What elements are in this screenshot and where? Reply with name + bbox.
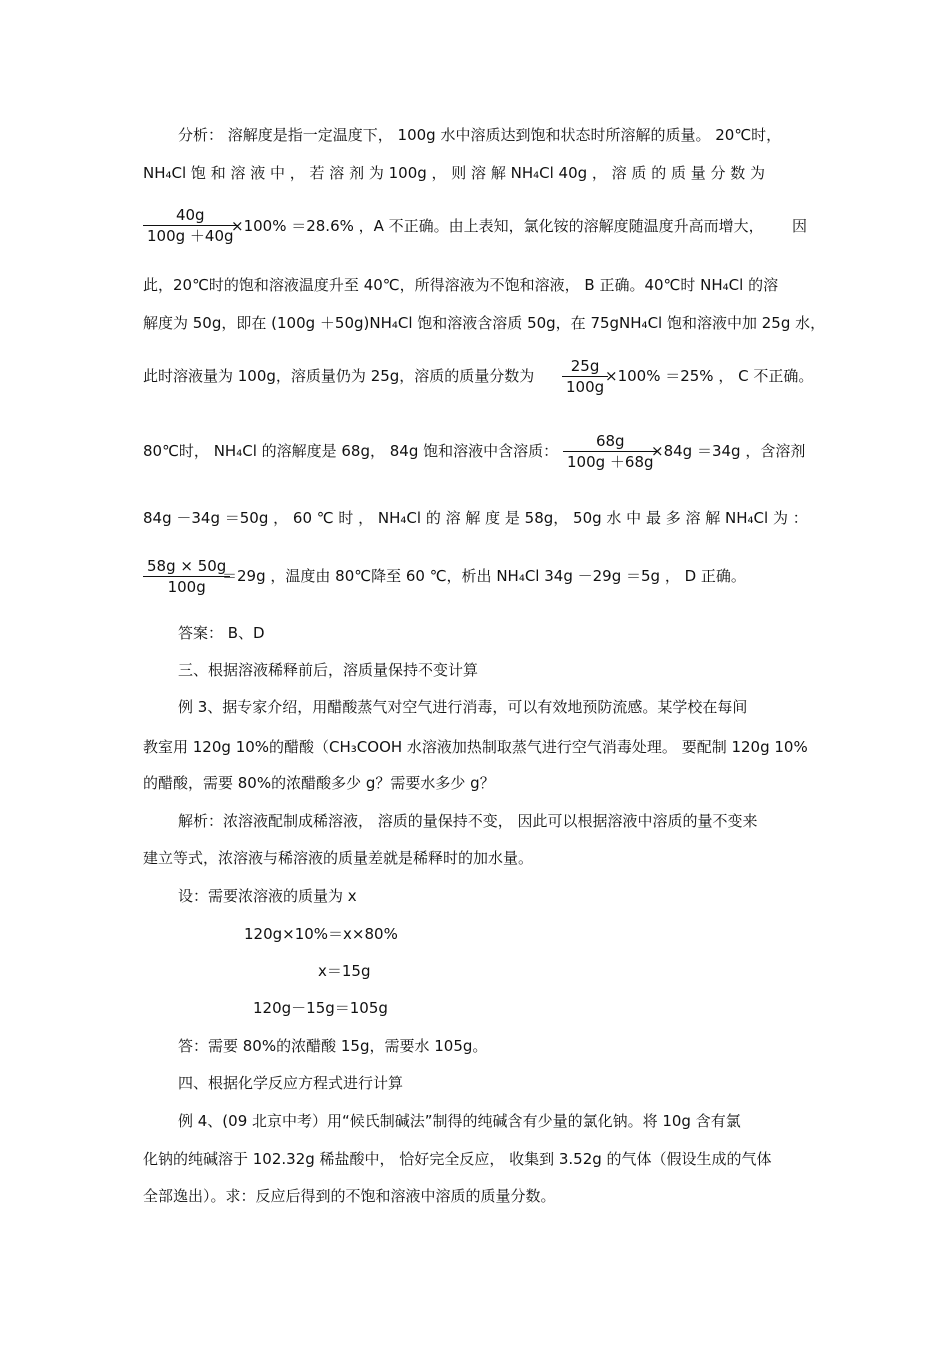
setup-line: 设：需要浓溶液的质量为 x	[178, 887, 357, 905]
analysis-line-8: 84g －34g ＝50g ， 60 ℃ 时 ， NH₄Cl 的 溶 解 度 是 58g， 50g 水 中 最 多 溶 解 NH₄Cl 为 ：	[143, 509, 808, 527]
answer-3-line: 答：需要 80%的浓醋酸 15g，需要水 105g。	[178, 1037, 488, 1055]
analysis-line-6: 此时溶液量为 100g，溶质量仍为 25g，溶质的质量分数为	[143, 367, 535, 385]
analysis-line-3-end: 因	[792, 217, 808, 235]
example-3-line-2: 教室用 120g 10%的醋酸（CH₃COOH 水溶液加热制取蒸气进行空气消毒处理。 要配制 120g 10%	[143, 738, 808, 756]
analysis-3-line-1: 解析：浓溶液配制成稀溶液， 溶质的量保持不变， 因此可以根据溶液中溶质的量不变来	[178, 812, 758, 830]
example-3-line-1: 例 3、据专家介绍，用醋酸蒸气对空气进行消毒，可以有效地预防流感。某学校在每间	[178, 698, 748, 716]
analysis-line-9: ＝29g ，温度由 80℃降至 60 ℃，析出 NH₄Cl 34g －29g ＝5g ， D 正确。	[222, 567, 746, 585]
section-3-heading: 三、根据溶液稀释前后，溶质量保持不变计算	[178, 661, 479, 679]
fraction-25-over-100: $\frac{25g}{100g}$	[562, 356, 608, 397]
analysis-line-7-tail: ×84g ＝34g ，含溶剂	[651, 442, 806, 460]
fraction-58x50-over-100: $\frac{58g \times 50g}{100g}$	[143, 556, 230, 597]
example-4-line-2: 化钠的纯碱溶于 102.32g 稀盐酸中， 恰好完全反应， 收集到 3.52g 的气体（假设生成的气体	[143, 1150, 772, 1168]
equation-3: 120g－15g＝105g	[253, 999, 388, 1017]
analysis-line-6-tail: ×100% ＝25% ， C 不正确。	[605, 367, 814, 385]
analysis-line-1: 分析： 溶解度是指一定温度下， 100g 水中溶质达到饱和状态时所溶解的质量。 20℃时，	[178, 126, 782, 144]
example-4-line-1: 例 4、(09 北京中考）用“候氏制碱法”制得的纯碱含有少量的氯化钠。将 10g 含有氯	[178, 1112, 741, 1130]
equation-1: 120g×10%＝x×80%	[244, 925, 398, 943]
answer-line: 答案： B、D	[178, 624, 265, 642]
analysis-3-line-2: 建立等式，浓溶液与稀溶液的质量差就是稀释时的加水量。	[143, 849, 534, 867]
example-4-line-3: 全部逸出）。求：反应后得到的不饱和溶液中溶质的质量分数。	[143, 1187, 556, 1205]
analysis-line-4: 此，20℃时的饱和溶液温度升至 40℃，所得溶液为不饱和溶液， B 正确。40℃时 NH₄Cl 的溶	[143, 276, 779, 294]
fraction-68-over-168: $\frac{68g}{100g +68g}$	[563, 431, 658, 472]
analysis-line-3: ×100% ＝28.6% ，A 不正确。由上表知，氯化铵的溶解度随温度升高而增大，	[231, 217, 764, 235]
analysis-line-7: 80℃时， NH₄Cl 的溶解度是 68g， 84g 饱和溶液中含溶质：	[143, 442, 559, 460]
analysis-line-5: 解度为 50g，即在 (100g ＋50g)NH₄Cl 饱和溶液含溶质 50g，在 75gNH₄Cl 饱和溶液中加 25g 水，	[143, 314, 826, 332]
fraction-40-over-140: $\frac{40g}{100g +40g}$	[143, 205, 238, 246]
example-3-line-3: 的醋酸，需要 80%的浓醋酸多少 g？需要水多少 g？	[143, 774, 495, 792]
equation-2: x＝15g	[318, 962, 371, 980]
section-4-heading: 四、根据化学反应方程式进行计算	[178, 1074, 404, 1092]
analysis-line-2: NH₄Cl 饱 和 溶 液 中 ， 若 溶 剂 为 100g ， 则 溶 解 NH₄Cl 40g ， 溶 质 的 质 量 分 数 为	[143, 164, 766, 182]
